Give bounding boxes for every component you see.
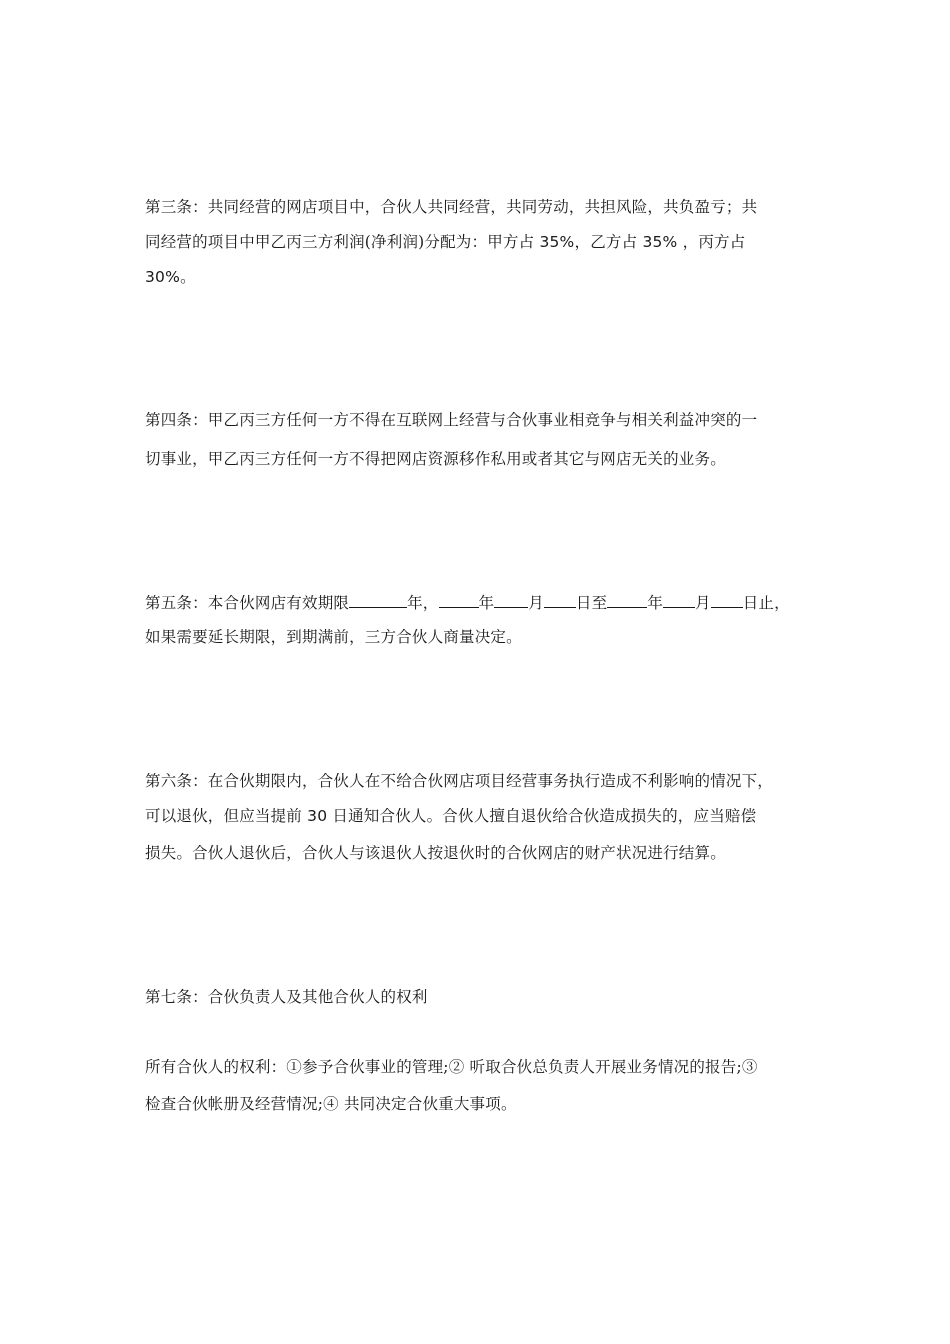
fill-blank-end-year: [607, 591, 647, 608]
fill-blank-end-day: [711, 591, 743, 608]
fill-blank-start-month: [494, 591, 528, 608]
article-4-line-1: 第四条：甲乙丙三方任何一方不得在互联网上经营与合伙事业相竞争与相关利益冲突的一: [145, 411, 758, 429]
article-3-line-1: 第三条：共同经营的网店项目中，合伙人共同经营，共同劳动，共担风险，共负盈亏；共: [145, 198, 758, 216]
fill-blank-end-month: [663, 591, 695, 608]
article-7-title: 第七条：合伙负责人及其他合伙人的权利: [145, 988, 428, 1006]
article-4-line-2: 切事业，甲乙丙三方任何一方不得把网店资源移作私用或者其它与网店无关的业务。: [145, 450, 726, 468]
article-3-line-3: 30%。: [145, 268, 196, 286]
article-3-line-2: 同经营的项目中甲乙丙三方利润(净利润)分配为：甲方占 35%，乙方占 35% ，丙方占: [145, 233, 746, 251]
fill-blank-start-day: [544, 591, 576, 608]
fill-blank-start-year: [439, 591, 479, 608]
article-6-line-3: 损失。合伙人退伙后，合伙人与该退伙人按退伙时的合伙网店的财产状况进行结算。: [145, 844, 726, 862]
article-5-line-1: 第五条：本合伙网店有效期限 年， 年 月 日至 年 月 日止，: [145, 591, 825, 613]
article-5-line-2: 如果需要延长期限，到期满前，三方合伙人商量决定。: [145, 628, 522, 646]
article-6-line-2: 可以退伙，但应当提前 30 日通知合伙人。合伙人擅自退伙给合伙造成损失的，应当赔偿: [145, 807, 757, 825]
article-6-line-1: 第六条：在合伙期限内，合伙人在不给合伙网店项目经营事务执行造成不利影响的情况下，: [145, 772, 774, 790]
article-7-rights-line-2: 检查合伙帐册及经营情况;④ 共同决定合伙重大事项。: [145, 1095, 517, 1113]
article-7-rights-line-1: 所有合伙人的权利：①参予合伙事业的管理;② 听取合伙总负责人开展业务情况的报告;③: [145, 1058, 758, 1076]
fill-blank-years: [349, 591, 407, 608]
